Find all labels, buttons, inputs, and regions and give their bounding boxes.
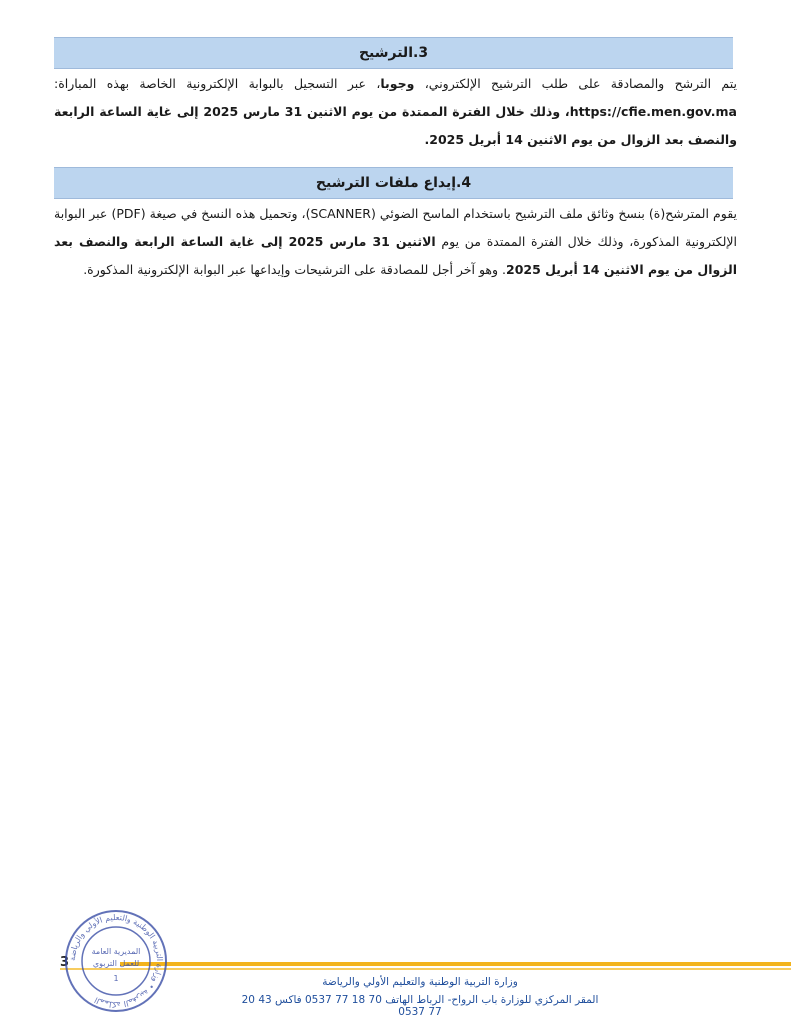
text-run: . وهو آخر أجل للمصادقة على الترشيحات وإيداعها عبر البوابة الإلكترونية المذكورة. bbox=[83, 262, 506, 277]
stamp-center-line1: المديرية العامة bbox=[91, 947, 141, 956]
text-run: ، عبر التسجيل بالبوابة الإلكترونية الخاصة بهذه المباراة: bbox=[54, 76, 381, 91]
stamp-outer-text: المملكة المغربية • وزارة التربية الوطنية والتعليم الأولي والرياضة bbox=[67, 912, 165, 1010]
section-title: 3.الترشيح bbox=[358, 45, 429, 61]
text-run: يقوم المترشح(ة) بنسخ وثائق ملف الترشيح باستخدام الماسح الضوئي (SCANNER)، وتحميل هذه النسخ في صيغة (PDF) عبر البوابة الإلكترونية المذكورة، وذلك خلال الفترة الممتدة من يوم bbox=[54, 206, 737, 249]
footer-divider-secondary bbox=[60, 968, 791, 970]
candidacy-paragraph bbox=[54, 70, 737, 154]
deadline-text: الاثنين 31 مارس 2025 إلى غاية الساعة الرابعة والنصف بعد الزوال من يوم الاثنين 14 أبريل 2025 bbox=[54, 234, 737, 277]
page-number: 3 bbox=[60, 955, 70, 970]
section-header-candidacy bbox=[54, 37, 733, 69]
footer-address: المقر المركزي للوزارة باب الرواح- الرباط الهاتف 70 18 77 0537 فاكس 43 20 77 0537 bbox=[241, 994, 599, 1018]
text-run: يتم الترشح والمصادقة على طلب الترشيح الإلكتروني، bbox=[414, 76, 738, 91]
section-title: 4.إيداع ملفات الترشيح bbox=[315, 175, 472, 191]
footer-ministry-name: وزارة التربية الوطنية والتعليم الأولي والرياضة bbox=[322, 976, 518, 988]
stamp-number: 1 bbox=[113, 974, 119, 983]
section-header-file-submission bbox=[54, 167, 733, 199]
text-bold-run: وجوبا bbox=[380, 76, 415, 91]
official-stamp bbox=[64, 909, 168, 1013]
deadline-text: ، وذلك خلال الفترة الممتدة من يوم الاثنين 31 مارس 2025 إلى غاية الساعة الرابعة والنصف بعد الزوال من يوم الاثنين 14 أبريل 2025. bbox=[54, 104, 737, 147]
stamp-center-line2: للعمل التربوي bbox=[92, 959, 140, 968]
file-submission-paragraph bbox=[54, 200, 737, 284]
portal-link[interactable]: https://cfie.men.gov.ma bbox=[569, 104, 737, 119]
footer-divider bbox=[120, 962, 791, 966]
